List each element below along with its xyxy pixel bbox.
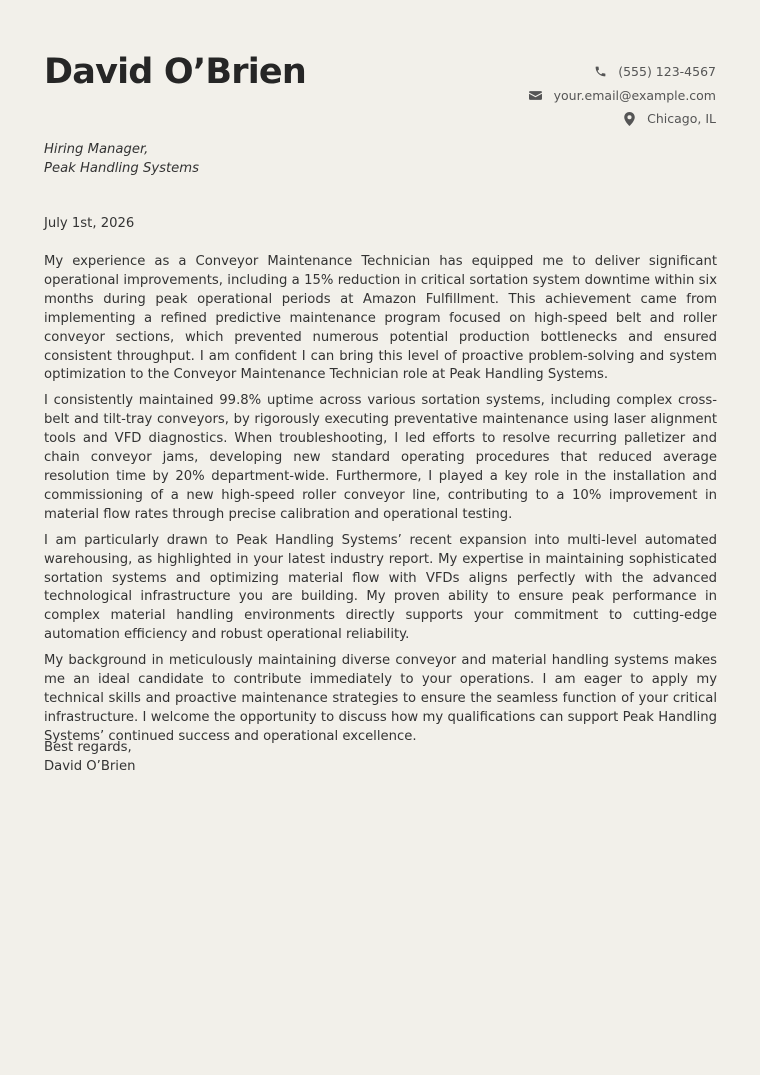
envelope-icon <box>529 88 543 102</box>
closing-signature: David O’Brien <box>44 759 136 774</box>
closing-salutation: Best regards, <box>44 740 132 755</box>
body-paragraph: My experience as a Conveyor Maintenance Technician has equipped me to deliver significant operational improvements, including a 15% reduction in critical sortation system downtime within six months during peak operational periods at Amazon Fulfillment. This achievement came from implementing a refined predictive maintenance program focused on high-speed belt and roller conveyor sections, which prevented numerous potential production bottlenecks and ensured consistent throughput. I am confident I can bring this level of proactive problem-solving and system optimization to the Conveyor Maintenance Technician role at Peak Handling Systems. <box>44 254 717 383</box>
recipient-title: Hiring Manager, <box>44 142 149 157</box>
body-paragraph: I am particularly drawn to Peak Handling Systems’ recent expansion into multi-level automated warehousing, as highlighted in your latest industry report. My expertise in maintaining sophisticated sortation systems and optimizing material flow with VFDs aligns perfectly with the advanced technological infrastructure you are building. My proven ability to ensure peak performance in complex material handling environments directly supports your commitment to cutting-edge automation efficiency and robust operational reliability. <box>44 532 717 643</box>
contact-info <box>529 60 716 131</box>
applicant-name: David O’Brien <box>44 52 306 92</box>
recipient-block <box>44 140 199 178</box>
email-address: your.email@example.com <box>553 87 716 103</box>
body-paragraph: I consistently maintained 99.8% uptime across various sortation systems, including complex cross-belt and tilt-tray conveyors, by rigorously executing preventative maintenance using laser alignment tools and VFD diagnostics. When troubleshooting, I led efforts to resolve recurring palletizer and chain conveyor jams, developing new standard operating procedures that reduced average resolution time by 20% department-wide. Furthermore, I played a key role in the installation and commissioning of a new high-speed roller conveyor line, contributing to a 10% improvement in material flow rates through precise calibration and operational testing. <box>44 393 717 522</box>
closing-block <box>44 738 135 776</box>
letter-body <box>44 253 717 754</box>
letter-date: July 1st, 2026 <box>44 216 135 231</box>
contact-email <box>529 84 716 108</box>
location-text: Chicago, IL <box>647 111 716 127</box>
body-paragraph: My background in meticulously maintaining diverse conveyor and material handling systems makes me an ideal candidate to contribute immediately to your operations. I am eager to apply my technical skills and proactive maintenance strategies to ensure the seamless function of your critical infrastructure. I welcome the opportunity to discuss how my qualifications can support Peak Handling Systems’ continued success and operational excellence. <box>44 653 717 744</box>
contact-location <box>529 107 716 131</box>
recipient-company: Peak Handling Systems <box>44 161 199 176</box>
contact-phone <box>529 60 716 84</box>
phone-number: (555) 123-4567 <box>618 64 716 80</box>
map-pin-icon <box>622 112 636 126</box>
phone-icon <box>593 65 607 79</box>
